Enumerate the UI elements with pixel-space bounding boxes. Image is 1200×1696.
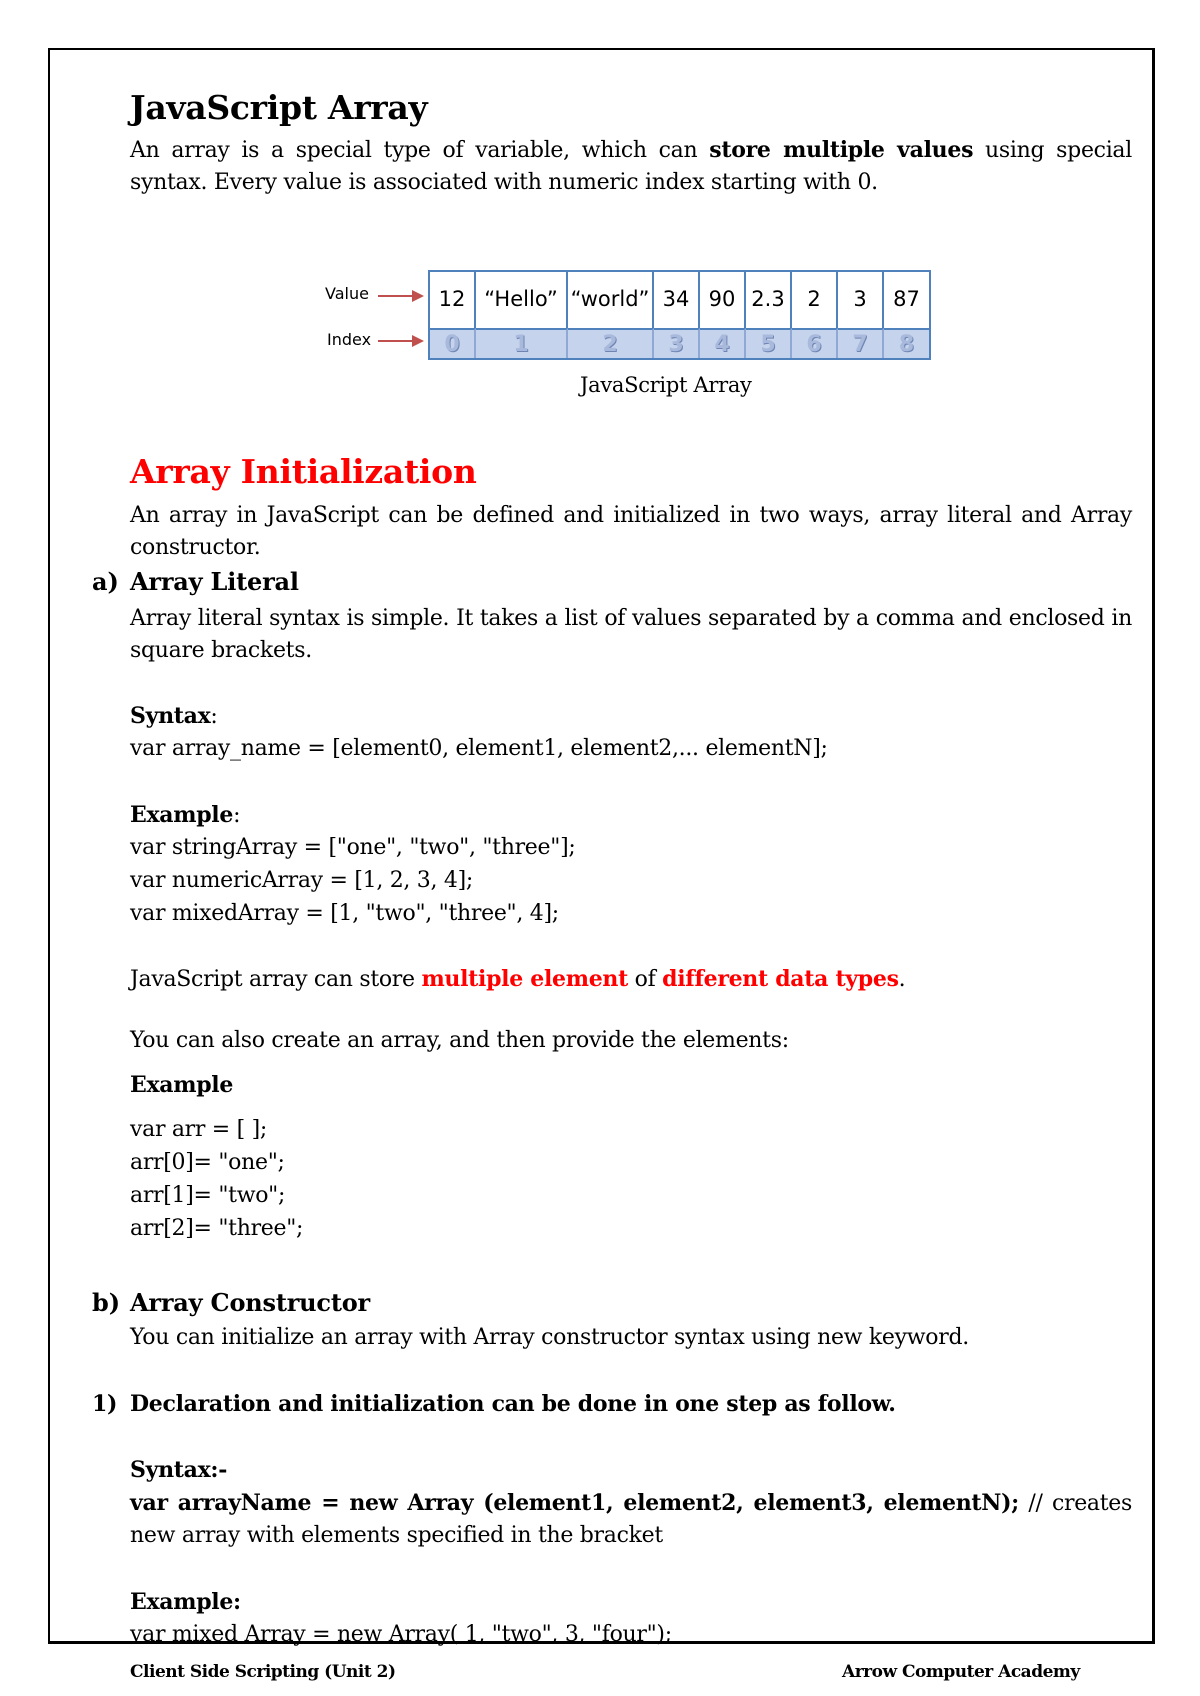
constructor-syntax-code: var arrayName = new Array (element1, element2, element3, elementN); — [130, 1490, 1020, 1516]
index-cell: 3 — [654, 328, 700, 358]
value-cell: 2.3 — [746, 272, 792, 328]
intro-text-1: An array is a special type of variable, which can — [130, 138, 710, 163]
value-cell: “world” — [568, 272, 654, 328]
index-cell: 7 — [838, 328, 884, 358]
index-cell: 5 — [746, 328, 792, 358]
literal-text: Array literal syntax is simple. It takes a list of values separated by a comma and enclosed in square brackets. — [130, 606, 1132, 663]
value-arrow-head — [412, 290, 424, 302]
index-arrow — [378, 340, 414, 342]
note-text-2: of — [627, 967, 663, 992]
value-cell: 90 — [700, 272, 746, 328]
subheading-array-constructor: Array Constructor — [130, 1288, 370, 1317]
intro-paragraph — [130, 134, 1132, 199]
example-label: Example — [130, 802, 234, 828]
value-cell: 12 — [430, 272, 476, 328]
value-cell: “Hello” — [476, 272, 568, 328]
constructor-example-label: Example: — [130, 1589, 241, 1615]
code-line: var mixedArray = [1, "two", "three", 4]; — [130, 901, 559, 926]
value-cell: 87 — [893, 287, 920, 311]
syntax-line — [130, 700, 218, 733]
initialization-text: An array in JavaScript can be defined and initialized in two ways, array literal and Array constructor. — [130, 503, 1132, 560]
footer-left: Client Side Scripting (Unit 2) — [130, 1662, 396, 1682]
note-highlight-1: multiple element — [421, 966, 628, 992]
index-cell: 2 — [568, 328, 654, 358]
constructor-example-code: var mixed Array = new Array( 1, "two", 3, "four"); — [130, 1622, 672, 1647]
constructor-syntax-label: Syntax:- — [130, 1457, 228, 1483]
index-cell: 4 — [700, 328, 746, 358]
code-line: var stringArray = ["one", "two", "three"]; — [130, 835, 576, 860]
note-highlight-2: different data types — [662, 966, 899, 992]
also-text: You can also create an array, and then provide the elements: — [130, 1028, 789, 1053]
step-text: Declaration and initialization can be done in one step as follow. — [130, 1391, 896, 1417]
code-line: arr[0]= "one"; — [130, 1150, 285, 1175]
value-cell: 2 — [792, 272, 838, 328]
syntax-label: Syntax — [130, 703, 211, 729]
index-cell: 8 — [884, 328, 929, 358]
subheading-array-literal: Array Literal — [130, 567, 299, 596]
code-line: var arr = [ ]; — [130, 1117, 267, 1142]
syntax-code: var array_name = [element0, element1, element2,... elementN]; — [130, 736, 828, 761]
code-line: var numericArray = [1, 2, 3, 4]; — [130, 868, 473, 893]
note-text-3: . — [898, 967, 906, 992]
page-title: JavaScript Array — [130, 88, 428, 127]
index-cell: 1 — [476, 328, 568, 358]
index-label: Index — [327, 330, 372, 349]
code-line: arr[2]= "three"; — [130, 1216, 304, 1241]
value-cell: 34 — [654, 272, 700, 328]
example-line — [130, 799, 240, 832]
array-diagram — [428, 270, 931, 360]
index-cell: 6 — [792, 328, 838, 358]
note-text-1: JavaScript array can store — [130, 967, 422, 992]
syntax-colon: : — [210, 704, 218, 729]
section-heading-initialization: Array Initialization — [130, 452, 477, 491]
value-cell: 3 — [838, 272, 884, 328]
footer-right: Arrow Computer Academy — [842, 1662, 1080, 1682]
list-marker-b: b) — [92, 1288, 121, 1317]
diagram-caption: JavaScript Array — [580, 373, 752, 397]
index-cell: 0 — [430, 328, 476, 358]
constructor-syntax — [130, 1487, 1132, 1552]
constructor-text: You can initialize an array with Array constructor syntax using new keyword. — [130, 1325, 969, 1350]
constructor-syntax-comment: // creates new array with elements specified in the bracket — [130, 1491, 1132, 1548]
code-line: arr[1]= "two"; — [130, 1183, 286, 1208]
intro-bold: store multiple values — [709, 137, 974, 163]
list-marker-a: a) — [92, 567, 119, 596]
intro-text-2: using special syntax. Every value is associated with numeric index starting with 0. — [130, 138, 1132, 195]
example2-label: Example — [130, 1072, 234, 1098]
value-label: Value — [325, 284, 369, 303]
value-arrow — [378, 295, 414, 297]
list-marker-1: 1) — [92, 1391, 118, 1417]
index-arrow-head — [412, 335, 424, 347]
example-colon: : — [233, 803, 241, 828]
datatype-note — [130, 963, 905, 996]
